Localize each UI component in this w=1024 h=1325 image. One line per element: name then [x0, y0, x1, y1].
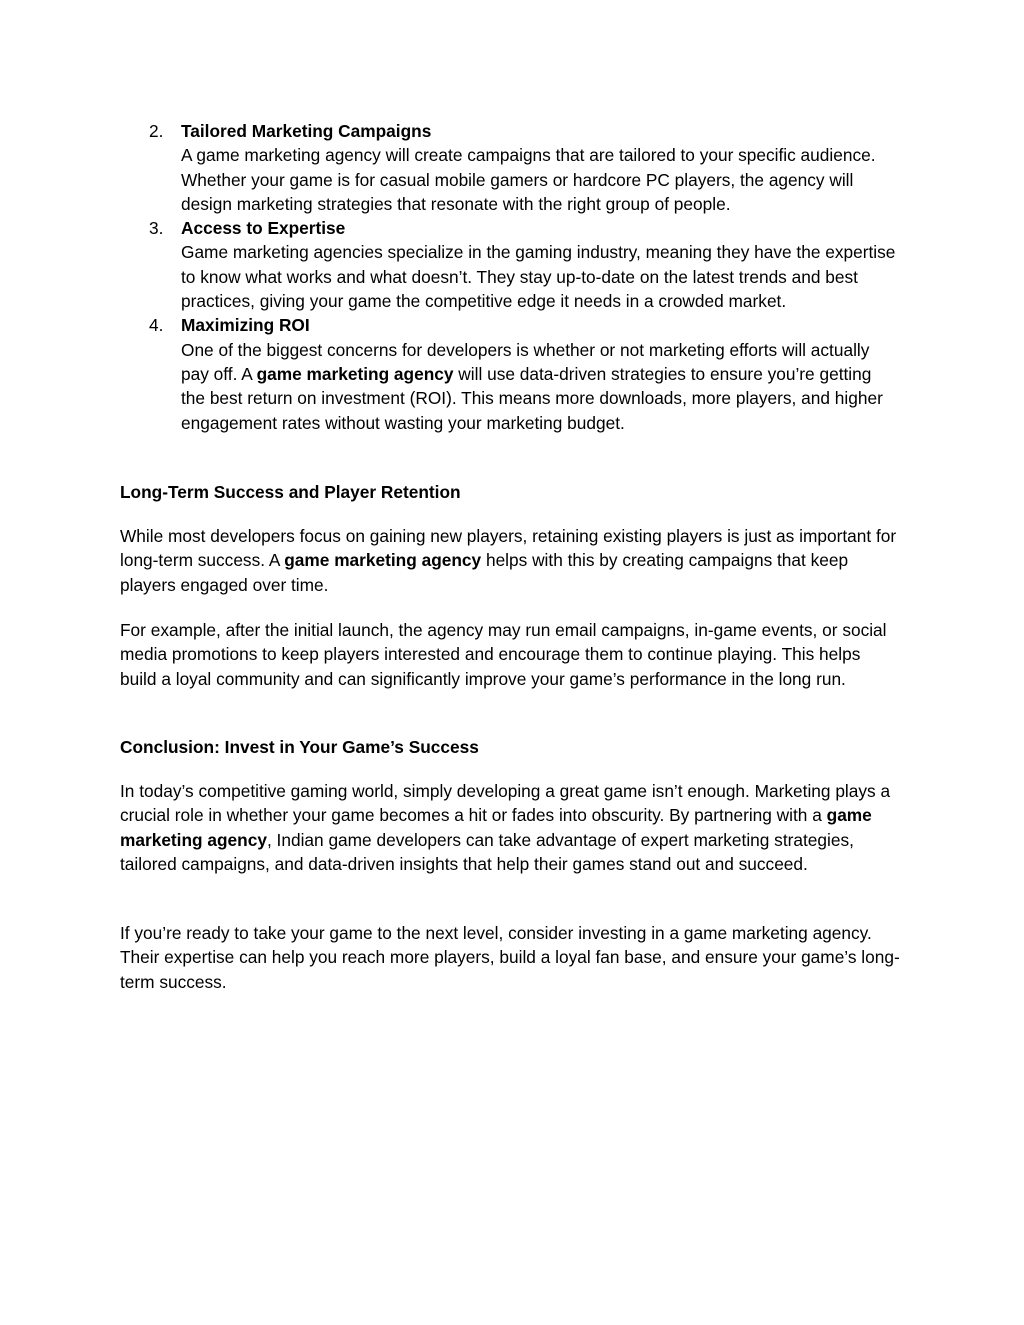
- list-item-title: Access to Expertise: [181, 218, 346, 239]
- list-item-title: Tailored Marketing Campaigns: [181, 121, 432, 141]
- numbered-list: [120, 119, 900, 435]
- paragraph: In today’s competitive gaming world, simply developing a great game isn’t enough. Marketing plays a crucial role in whether your game becomes a hit or fades into obscurity. By partnering with a game marketing agency, Indian game developers can take advantage of expert marketing strategies, tailored campaigns, and data-driven insights that help their games stand out and succeed.: [120, 781, 891, 874]
- section-heading: Long-Term Success and Player Retention: [120, 482, 461, 502]
- conclusion-paragraph-1: [120, 779, 900, 876]
- list-item: [120, 119, 900, 216]
- list-item-text: Game marketing agencies specialize in the gaming industry, meaning they have the expertise to know what works and what doesn’t. They stay up-to-date on the latest trends and best practices, giving your game the competitive edge it needs in a crowded market.: [181, 242, 896, 312]
- list-item-text: A game marketing agency will create campaigns that are tailored to your specific audience. Whether your game is for casual mobile gamers or hardcore PC players, the agency will design marketing strategies that resonate with the right group of people.: [181, 145, 876, 214]
- section-heading: Conclusion: Invest in Your Game’s Success: [120, 737, 479, 757]
- list-number: 3.: [149, 218, 164, 239]
- list-item: [120, 216, 900, 313]
- retention-paragraph-1: [120, 524, 900, 597]
- list-item: [120, 313, 900, 434]
- conclusion-paragraph-2: [120, 921, 900, 994]
- list-item-text: One of the biggest concerns for developers is whether or not marketing efforts will actually pay off. A game marketing agency will use data-driven strategies to ensure you’re getting the best return on investment (ROI). This means more downloads, more players, and higher engagement rates without wasting your marketing budget.: [181, 339, 883, 433]
- retention-paragraph-2: [120, 618, 900, 691]
- paragraph: While most developers focus on gaining new players, retaining existing players is just as important for long-term success. A game marketing agency helps with this by creating campaigns that keep players engaged over time.: [120, 526, 897, 595]
- list-item-title: Maximizing ROI: [181, 315, 310, 336]
- list-number: 2.: [149, 121, 164, 141]
- list-number: 4.: [149, 315, 164, 336]
- conclusion-section: [120, 735, 900, 759]
- paragraph: For example, after the initial launch, the agency may run email campaigns, in-game events, or social media promotions to keep players interested and encourage them to continue playing. This helps build a loyal community and can significantly improve your game’s performance in the long run.: [120, 620, 887, 689]
- retention-section: [120, 480, 900, 504]
- paragraph: If you’re ready to take your game to the next level, consider investing in a game marketing agency. Their expertise can help you reach more players, build a loyal fan base, and ensure your game’s long-term success.: [120, 923, 900, 992]
